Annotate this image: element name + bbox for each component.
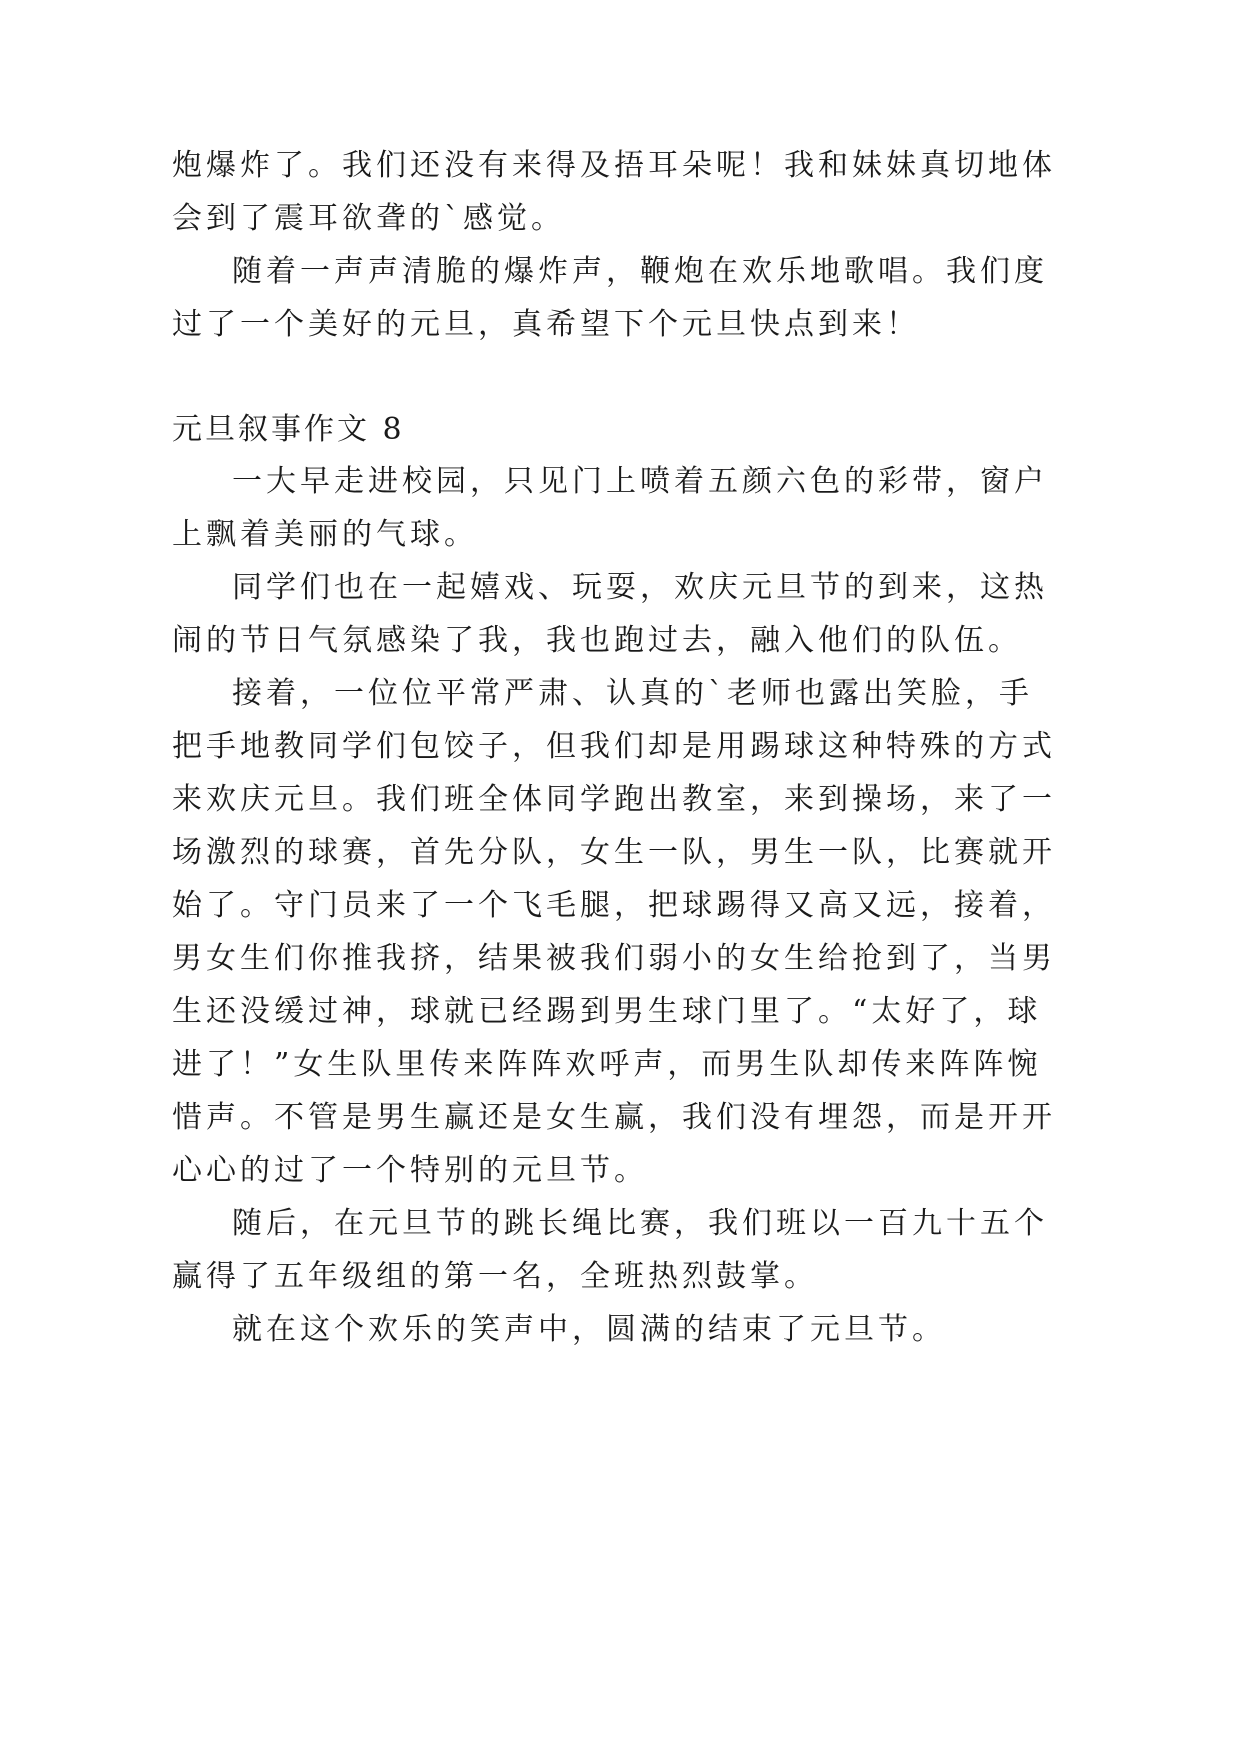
text-line: 始了。守门员来了一个飞毛腿，把球踢得又高又远，接着， — [172, 888, 1056, 923]
essay-title: 元旦叙事作文 8 — [172, 412, 405, 447]
text-line: 随着一声声清脆的爆炸声，鞭炮在欢乐地歌唱。我们度 — [232, 254, 1048, 289]
text-line: 心心的过了一个特别的元旦节。 — [172, 1153, 648, 1188]
text-line: 闹的节日气氛感染了我，我也跑过去，融入他们的队伍。 — [172, 623, 1022, 658]
text-line: 生还没缓过神，球就已经踢到男生球门里了。“太好了，球 — [172, 994, 1042, 1029]
text-line: 过了一个美好的元旦，真希望下个元旦快点到来！ — [172, 307, 920, 342]
text-line: 进了！”女生队里传来阵阵欢呼声，而男生队却传来阵阵惋 — [172, 1047, 1042, 1082]
text-line: 就在这个欢乐的笑声中，圆满的结束了元旦节。 — [232, 1312, 946, 1347]
text-line: 一大早走进校园，只见门上喷着五颜六色的彩带，窗户 — [232, 464, 1048, 499]
text-line: 把手地教同学们包饺子，但我们却是用踢球这种特殊的方式 — [172, 729, 1056, 764]
text-line: 场激烈的球赛，首先分队，女生一队，男生一队，比赛就开 — [172, 835, 1056, 870]
text-line: 惜声。不管是男生赢还是女生赢，我们没有埋怨，而是开开 — [172, 1100, 1056, 1135]
text-line: 同学们也在一起嬉戏、玩耍，欢庆元旦节的到来，这热 — [232, 570, 1048, 605]
text-line: 随后，在元旦节的跳长绳比赛，我们班以一百九十五个 — [232, 1206, 1048, 1241]
text-line: 男女生们你推我挤，结果被我们弱小的女生给抢到了，当男 — [172, 941, 1056, 976]
text-line: 赢得了五年级组的第一名，全班热烈鼓掌。 — [172, 1259, 818, 1294]
text-line: 来欢庆元旦。我们班全体同学跑出教室，来到操场，来了一 — [172, 782, 1056, 817]
text-line: 会到了震耳欲聋的`感觉。 — [172, 201, 565, 236]
text-line: 炮爆炸了。我们还没有来得及捂耳朵呢！我和妹妹真切地体 — [172, 148, 1056, 183]
text-line: 上飘着美丽的气球。 — [172, 517, 478, 552]
text-line: 接着，一位位平常严肃、认真的`老师也露出笑脸，手 — [232, 676, 1033, 711]
